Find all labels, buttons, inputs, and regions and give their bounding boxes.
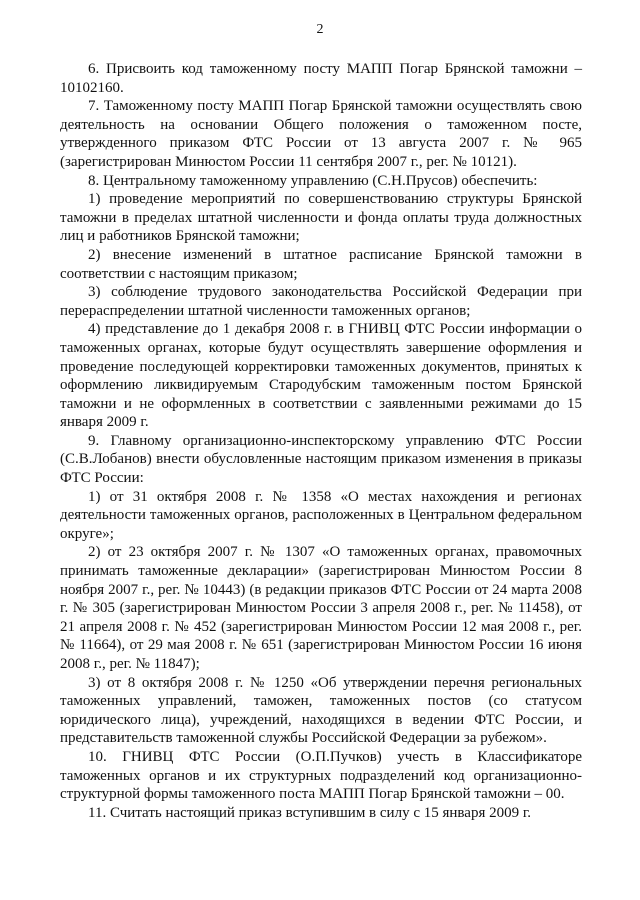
- paragraph-item-9: 9. Главному организационно-инспекторскому управлению ФТС России (С.В.Лобанов) внести обусловленные настоящим приказом изменения в приказы ФТС России:: [60, 432, 582, 487]
- paragraph-item-8: 8. Центральному таможенному управлению (С.Н.Прусов) обеспечить:: [88, 172, 538, 189]
- paragraph-item-8-4: 4) представление до 1 декабря 2008 г. в ГНИВЦ ФТС России информации о таможенных органах, которые будут осуществлять завершение оформления и проведение последующей корректировки таможенных документов, принятых к оформлению ликвидируемым Стародубским таможенным постом Брянской таможни и не оформленных в соответствии с заявленными режимами до 15 января 2009 г.: [60, 321, 582, 431]
- paragraph-item-8-2: 2) внесение изменений в штатное расписание Брянской таможни в соответствии с настоящим приказом;: [60, 246, 582, 282]
- paragraph-item-10: 10. ГНИВЦ ФТС России (О.П.Пучков) учесть в Классификаторе таможенных органов и их структурных подразделений код организационно-структурной формы таможенного поста МАПП Погар Брянской таможни – 00.: [60, 748, 582, 803]
- paragraph-item-8-1: 1) проведение мероприятий по совершенствованию структуры Брянской таможни в пределах штатной численности и фонда оплаты труда должностных лиц и работников Брянской таможни;: [60, 191, 582, 245]
- paragraph-item-9-1: 1) от 31 октября 2008 г. № 1358 «О местах нахождения и регионах деятельности таможенных органов, расположенных в Центральном федеральном округе»;: [60, 488, 582, 542]
- document-body: [60, 60, 582, 822]
- paragraph-item-8-3: 3) соблюдение трудового законодательства Российской Федерации при перераспределении штатной численности таможенных органов;: [60, 284, 582, 319]
- page-number: 2: [316, 22, 324, 37]
- paragraph-item-9-3: 3) от 8 октября 2008 г. № 1250 «Об утверждении перечня региональных таможенных управлений, таможен, таможенных постов (со статусом юридического лица), учреждений, находящихся в ведении ФТС России, и представительств таможенной службы Российской Федерации за рубежом».: [60, 674, 582, 747]
- paragraph-item-6: 6. Присвоить код таможенному посту МАПП Погар Брянской таможни – 10102160.: [60, 61, 582, 96]
- paragraph-item-11: 11. Считать настоящий приказ вступившим в силу с 15 января 2009 г.: [88, 804, 532, 821]
- paragraph-item-9-2: 2) от 23 октября 2007 г. № 1307 «О таможенных органах, правомочных принимать таможенные декларации» (зарегистрирован Минюстом России 8 ноября 2007 г., рег. № 10443) (в редакции приказов ФТС России от 24 марта 2008 г. № 305 (зарегистрирован Минюстом России 3 апреля 2008 г., рег. № 11458), от 21 апреля 2008 г. № 452 (зарегистрирован Минюстом России 12 мая 2008 г., рег. № 11664), от 29 мая 2008 г. № 651 (зарегистрирован Минюстом России 16 июня 2008 г., рег. № 11847);: [60, 544, 582, 672]
- paragraph-item-7: 7. Таможенному посту МАПП Погар Брянской таможни осуществлять свою деятельность на основании Общего положения о таможенном посте, утвержденного приказом ФТС России от 13 августа 2007 г. № 965 (зарегистрирован Минюстом России 11 сентября 2007 г., рег. № 10121).: [60, 98, 582, 170]
